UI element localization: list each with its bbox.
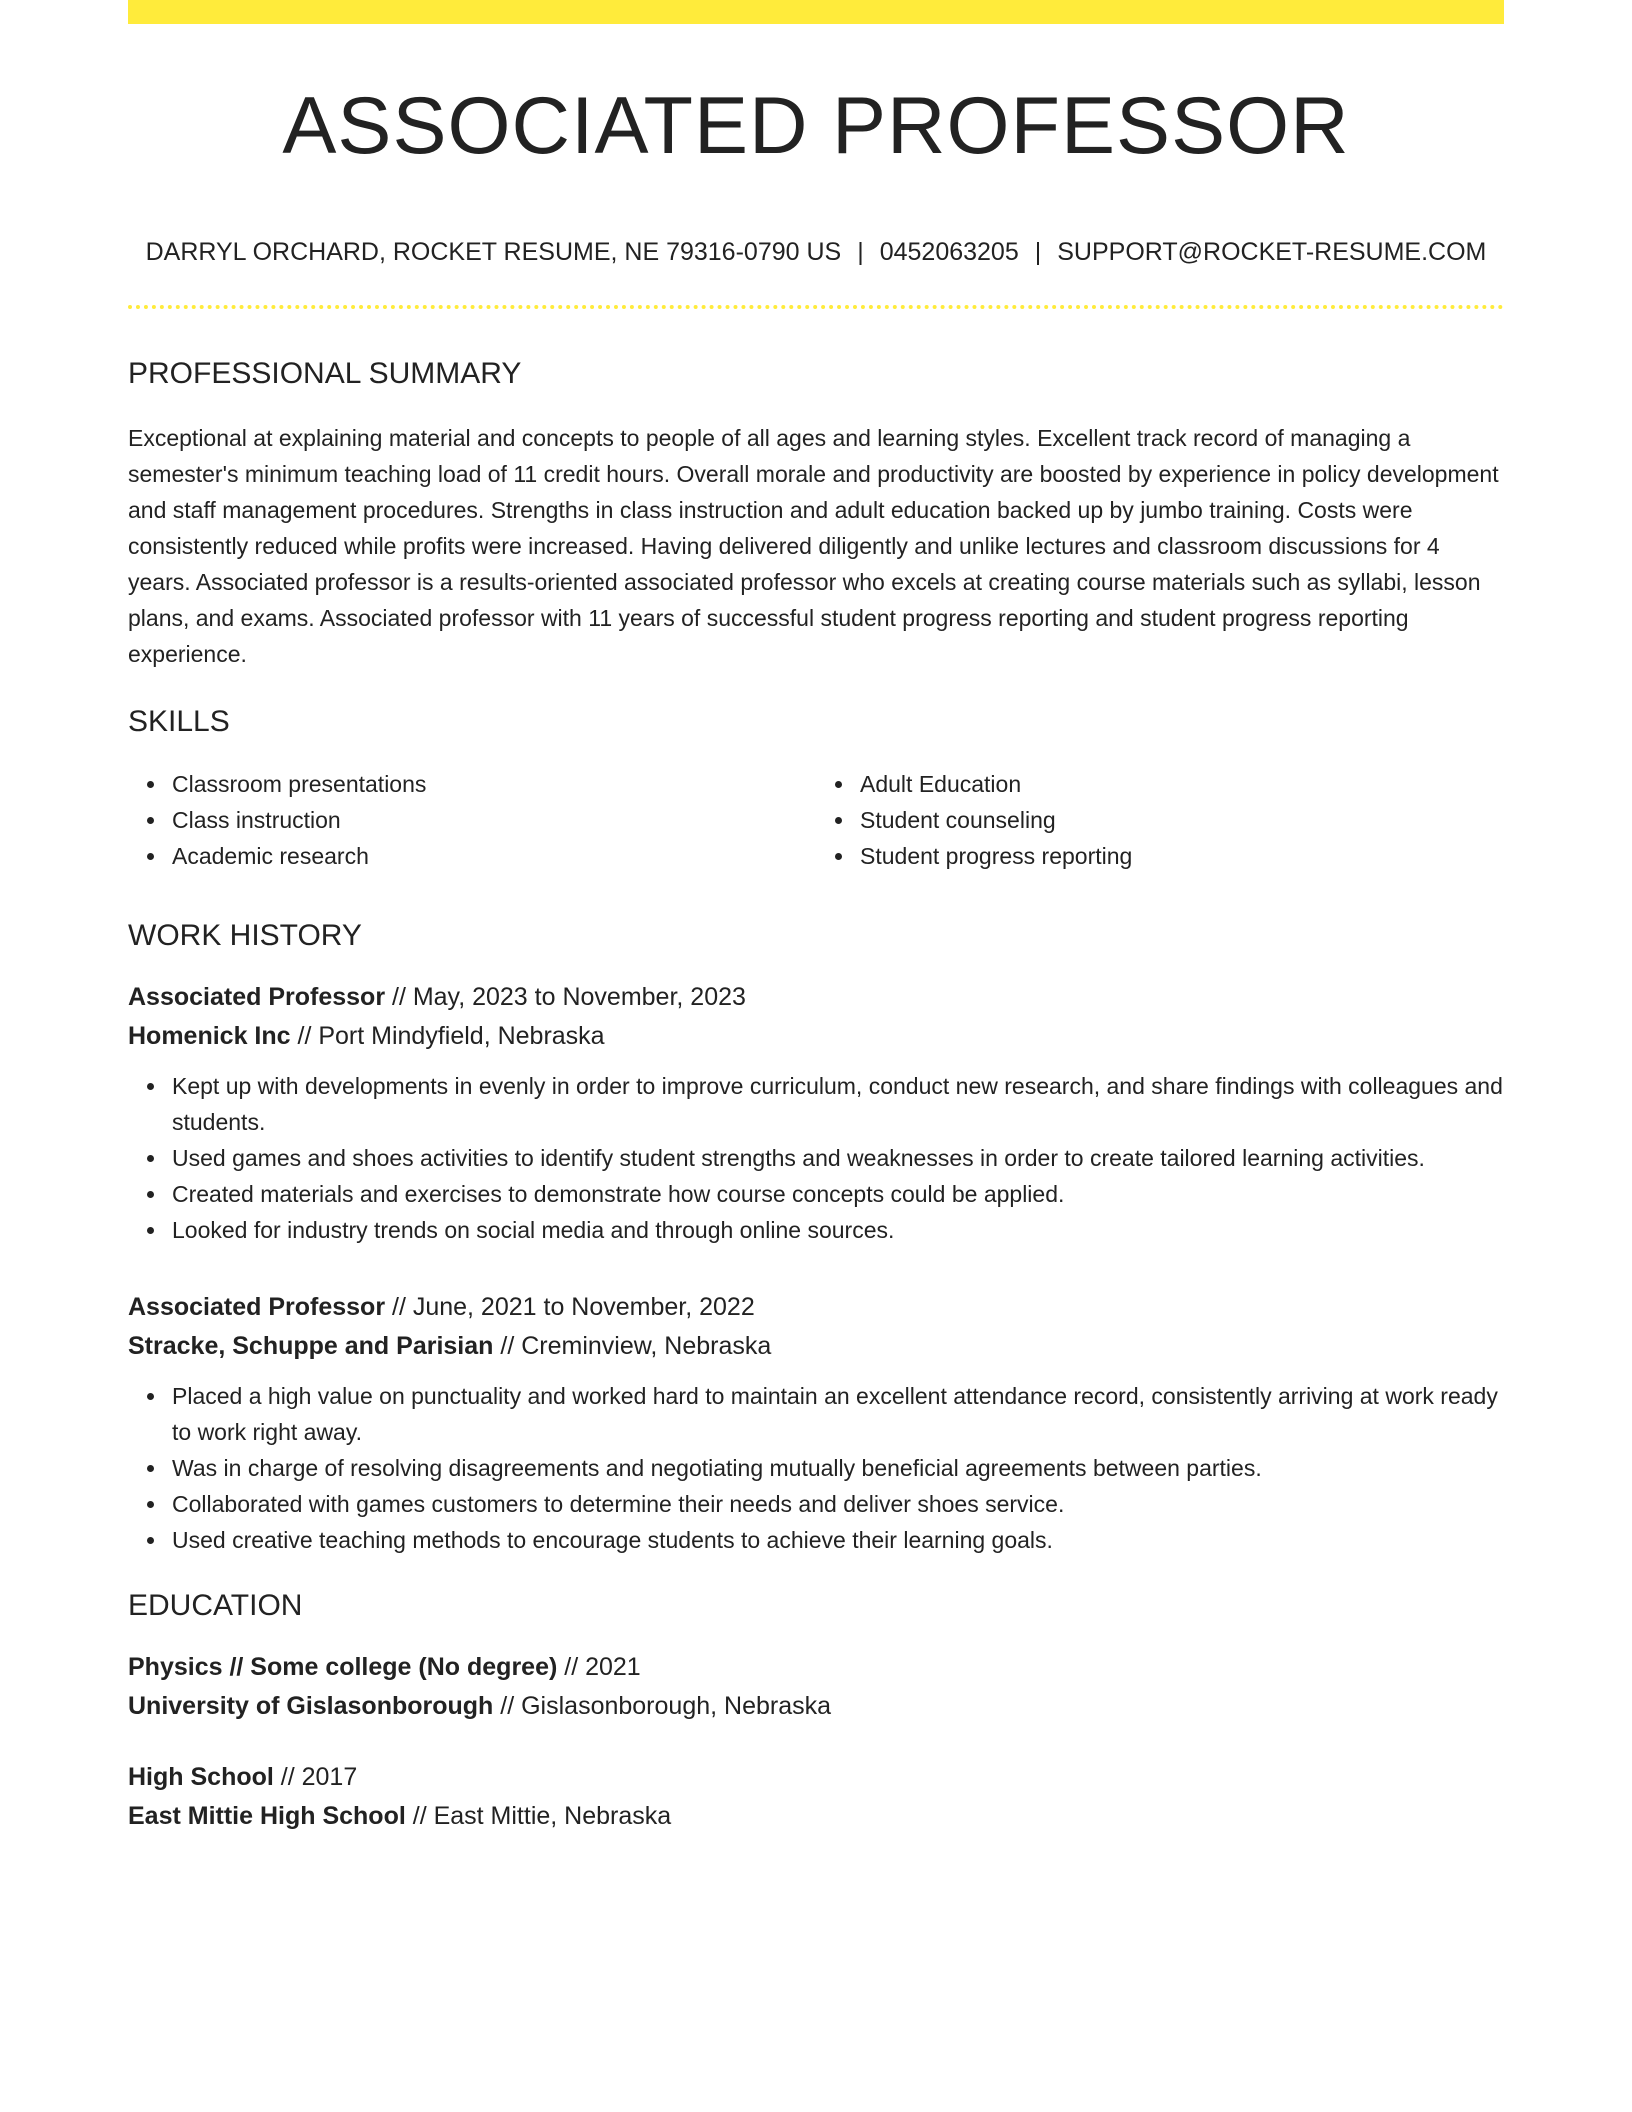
- job-title-line: [128, 1288, 1504, 1327]
- section-heading-education: EDUCATION: [128, 1589, 303, 1623]
- job-title: Associated Professor: [128, 983, 386, 1012]
- education-degree: Physics // Some college (No degree): [128, 1653, 558, 1682]
- job-location: // Port Mindyfield, Nebraska: [290, 1022, 605, 1051]
- job-dates: // May, 2023 to November, 2023: [385, 983, 746, 1012]
- job-company: Homenick Inc: [128, 1022, 291, 1051]
- education-location: // East Mittie, Nebraska: [405, 1802, 672, 1831]
- education-entry: [128, 1648, 1504, 1726]
- section-heading-summary: PROFESSIONAL SUMMARY: [128, 357, 522, 391]
- job-dates: // June, 2021 to November, 2022: [385, 1293, 755, 1322]
- job-bullet: Created materials and exercises to demonstrate how course concepts could be applied.: [172, 1176, 1504, 1212]
- skill-item: Student progress reporting: [860, 838, 1504, 874]
- job-company-line: [128, 1327, 1504, 1366]
- education-degree-line: [128, 1758, 1504, 1797]
- job-company-line: [128, 1017, 1504, 1056]
- contact-email: SUPPORT@ROCKET-RESUME.COM: [1057, 238, 1487, 267]
- job-bullet: Looked for industry trends on social media and through online sources.: [172, 1212, 1504, 1248]
- section-heading-work: WORK HISTORY: [128, 919, 362, 953]
- job-entry: [128, 1288, 1504, 1558]
- education-school: East Mittie High School: [128, 1802, 406, 1831]
- contact-address: DARRYL ORCHARD, ROCKET RESUME, NE 79316-0790 US: [145, 238, 842, 267]
- skills-column-left: [128, 766, 816, 874]
- job-title: Associated Professor: [128, 1293, 386, 1322]
- resume-page: [128, 0, 1504, 1836]
- education-year: // 2017: [273, 1763, 358, 1792]
- section-heading-skills: SKILLS: [128, 705, 230, 739]
- education-degree-line: [128, 1648, 1504, 1687]
- summary-text: Exceptional at explaining material and concepts to people of all ages and learning styles. Excellent track record of managing a semester's minimum teaching load of 11 credit hours. Overall morale and productivity are boosted by experience in policy development and staff management procedures. Strengths in class instruction and adult education backed up by jumbo training. Costs were consistently reduced while profits were increased. Having delivered diligently and unlike lectures and classroom discussions for 4 years. Associated professor is a results-oriented associated professor who excels at creating course materials such as syllabi, lesson plans, and exams. Associated professor with 11 years of successful student progress reporting and student progress reporting experience.: [128, 425, 1499, 668]
- contact-line: [128, 237, 1504, 267]
- job-bullet: Collaborated with games customers to determine their needs and deliver shoes service.: [172, 1486, 1504, 1522]
- job-bullets: [128, 1378, 1504, 1558]
- page-title: ASSOCIATED PROFESSOR: [282, 81, 1350, 171]
- education-school-line: [128, 1687, 1504, 1726]
- contact-phone: 0452063205: [879, 238, 1019, 267]
- job-bullet: Used creative teaching methods to encourage students to achieve their learning goals.: [172, 1522, 1504, 1558]
- education-school: University of Gislasonborough: [128, 1692, 494, 1721]
- skill-item: Student counseling: [860, 802, 1504, 838]
- contact-separator: |: [1034, 238, 1042, 267]
- education-location: // Gislasonborough, Nebraska: [493, 1692, 832, 1721]
- dotted-divider: [128, 305, 1504, 309]
- education-entry: [128, 1758, 1504, 1836]
- job-bullet: Kept up with developments in evenly in order to improve curriculum, conduct new research, and share findings with colleagues and students.: [172, 1068, 1504, 1140]
- job-bullet: Used games and shoes activities to identify student strengths and weaknesses in order to create tailored learning activities.: [172, 1140, 1504, 1176]
- skill-item: Academic research: [172, 838, 816, 874]
- skill-item: Adult Education: [860, 766, 1504, 802]
- accent-bar: [128, 0, 1504, 24]
- job-bullets: [128, 1068, 1504, 1248]
- job-title-line: [128, 978, 1504, 1017]
- job-bullet: Was in charge of resolving disagreements and negotiating mutually beneficial agreements between parties.: [172, 1450, 1504, 1486]
- job-bullet: Placed a high value on punctuality and worked hard to maintain an excellent attendance record, consistently arriving at work ready to work right away.: [172, 1378, 1504, 1450]
- skill-item: Classroom presentations: [172, 766, 816, 802]
- skill-item: Class instruction: [172, 802, 816, 838]
- education-year: // 2021: [557, 1653, 641, 1682]
- contact-separator: |: [857, 238, 864, 267]
- job-location: // Creminview, Nebraska: [493, 1332, 772, 1361]
- job-company: Stracke, Schuppe and Parisian: [128, 1332, 494, 1361]
- education-degree: High School: [128, 1763, 274, 1792]
- education-school-line: [128, 1797, 1504, 1836]
- skills-list: [128, 766, 1504, 874]
- job-entry: [128, 978, 1504, 1248]
- skills-column-right: [816, 766, 1504, 874]
